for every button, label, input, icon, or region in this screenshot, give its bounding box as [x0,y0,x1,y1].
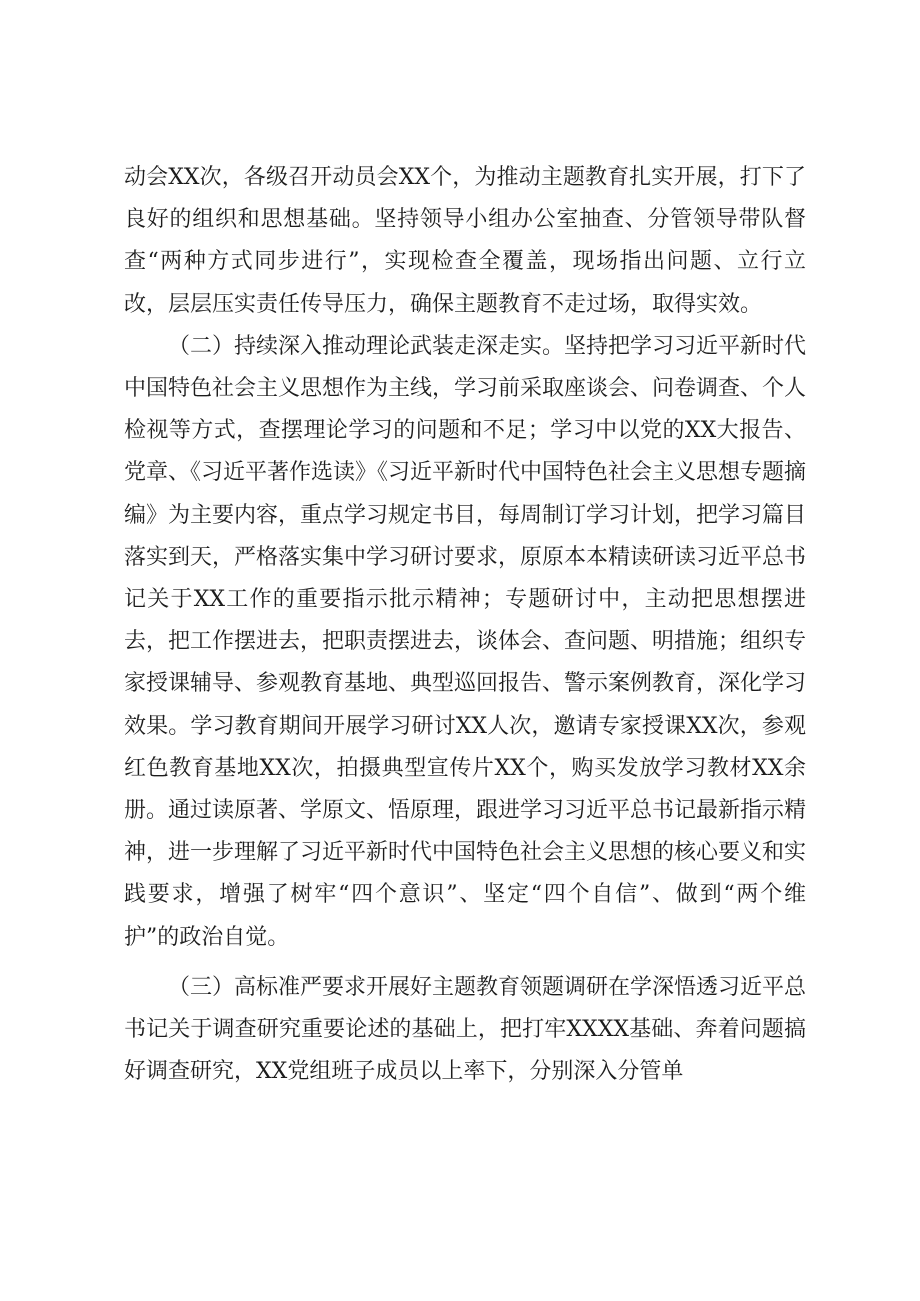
paragraph-section-2: （二）持续深入推动理论武装走深走实。坚持把学习习近平新时代中国特色社会主义思想作为主线，学习前采取座谈会、问卷调查、个人检视等方式，查摆理论学习的问题和不足；学习中以党的XX大报告、党章、《习近平著作选读》《习近平新时代中国特色社会主义思想专题摘编》为主要内容，重点学习规定书目，每周制订学习计划，把学习篇目落实到天，严格落实集中学习研讨要求，原原本本精读研读习近平总书记关于XX工作的重要指示批示精神；专题研讨中，主动把思想摆进去，把工作摆进去，把职责摆进去，谈体会、查问题、明措施；组织专家授课辅导、参观教育基地、典型巡回报告、警示案例教育，深化学习效果。学习教育期间开展学习研讨XX人次，邀请专家授课XX次，参观红色教育基地XX次，拍摄典型宣传片XX个，购买发放学习教材XX余册。通过读原著、学原文、悟原理，跟进学习习近平总书记最新指示精神，进一步理解了习近平新时代中国特色社会主义思想的核心要义和实践要求，增强了树牢“四个意识”、坚定“四个自信”、做到“两个维护”的政治自觉。 [124,333,807,950]
paragraph-continuation: 动会XX次，各级召开动员会XX个，为推动主题教育扎实开展，打下了良好的组织和思想基础。坚持领导小组办公室抽查、分管领导带队督查“两种方式同步进行”，实现检查全覆盖，现场指出问题、立行立改，层层压实责任传导压力，确保主题教育不走过场，取得实效。 [124,165,806,317]
paragraph-section-3: （三）高标准严要求开展好主题教育领题调研在学深悟透习近平总书记关于调查研究重要论述的基础上，把打牢XXXX基础、奔着问题搞好调查研究，XX党组班子成员以上率下，分别深入分管单 [124,974,807,1085]
document-body [124,157,806,1093]
